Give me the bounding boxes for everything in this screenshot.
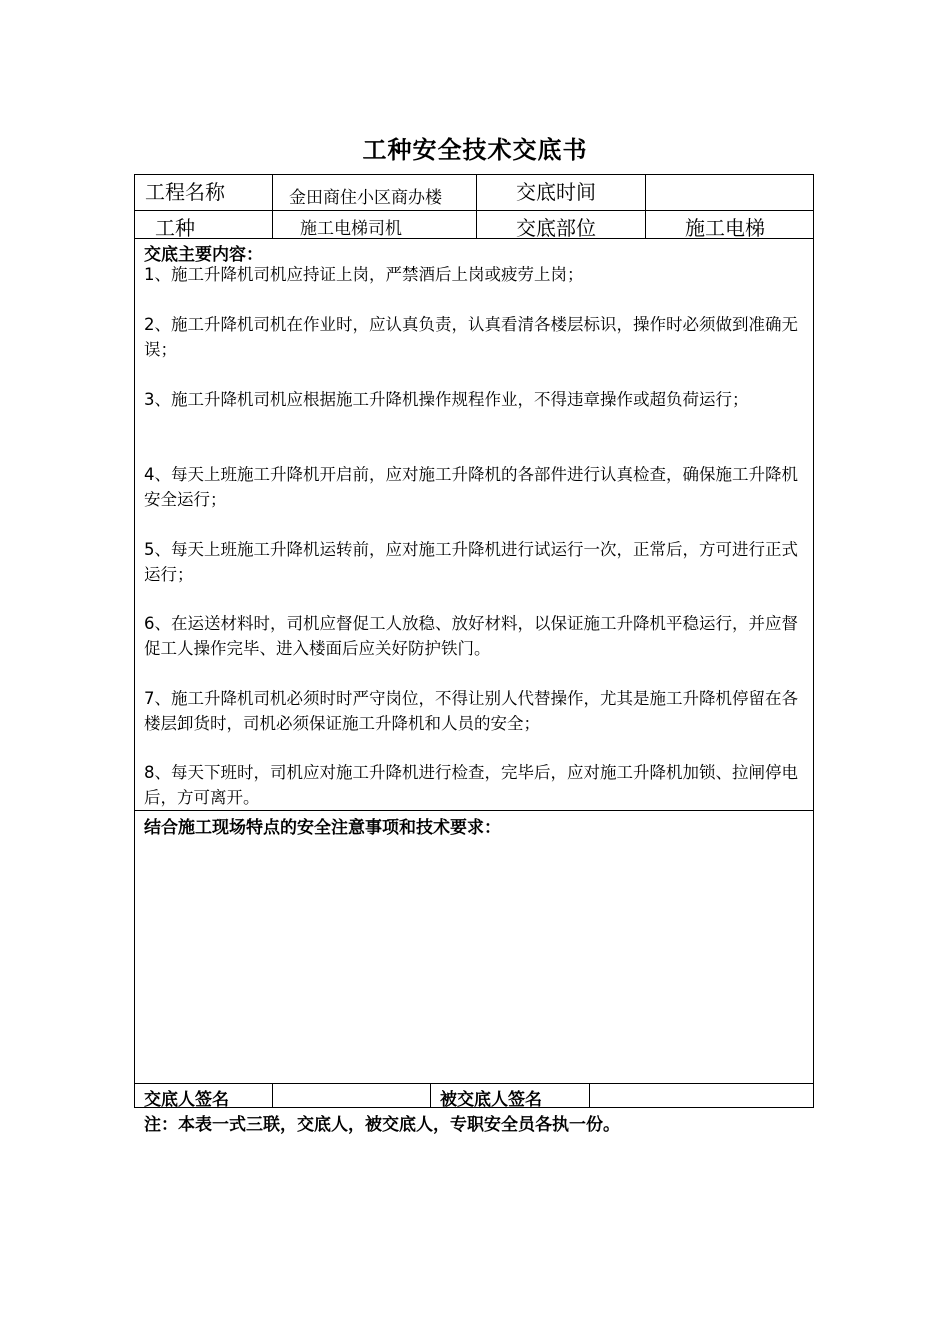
- project-name-value[interactable]: 金田商住小区商办楼: [289, 188, 442, 208]
- recipient-signature-label: 被交底人签名: [440, 1090, 542, 1110]
- trade-label: 工种: [155, 216, 195, 240]
- document-title: 工种安全技术交底书: [362, 136, 588, 164]
- disclosure-location-label: 交底部位: [516, 216, 596, 240]
- content-item-6: 6、在运送材料时，司机应督促工人放稳、放好材料，以保证施工升降机平稳运行，并应督促工人操作完毕、进入楼面后应关好防护铁门。: [144, 614, 798, 658]
- disclosure-time-label: 交底时间: [516, 180, 596, 204]
- footnote: 注：本表一式三联，交底人，被交底人，专职安全员各执一份。: [144, 1115, 620, 1135]
- content-item-8: 8、每天下班时，司机应对施工升降机进行检查，完毕后，应对施工升降机加锁、拉闸停电后，方可离开。: [144, 763, 798, 807]
- column-divider: [430, 1083, 431, 1108]
- row-divider: [134, 210, 814, 211]
- content-item-1: 1、施工升降机司机应持证上岗，严禁酒后上岗或疲劳上岗；: [144, 265, 584, 284]
- site-notes-field[interactable]: [144, 840, 808, 1076]
- column-divider: [272, 174, 273, 238]
- content-item-3: 3、施工升降机司机应根据施工升降机操作规程作业，不得违章操作或超负荷运行；: [144, 390, 749, 409]
- row-divider: [134, 1083, 814, 1084]
- column-divider: [476, 174, 477, 238]
- content-item-2: 2、施工升降机司机在作业时，应认真负责，认真看清各楼层标识，操作时必须做到准确无误；: [144, 315, 798, 359]
- project-name-label: 工程名称: [145, 180, 225, 204]
- column-divider: [272, 1083, 273, 1108]
- column-divider: [645, 174, 646, 238]
- content-heading: 交底主要内容：: [144, 245, 263, 265]
- content-item-7: 7、施工升降机司机必须时时严守岗位，不得让别人代替操作，尤其是施工升降机停留在各楼层卸货时，司机必须保证施工升降机和人员的安全；: [144, 689, 798, 733]
- trade-value[interactable]: 施工电梯司机: [300, 219, 402, 239]
- content-item-5: 5、每天上班施工升降机运转前，应对施工升降机进行试运行一次，正常后，方可进行正式运行；: [144, 540, 798, 584]
- discloser-signature-field[interactable]: [282, 1085, 422, 1105]
- content-item-4: 4、每天上班施工升降机开启前，应对施工升降机的各部件进行认真检查，确保施工升降机安全运行；: [144, 465, 798, 509]
- column-divider: [589, 1083, 590, 1108]
- row-divider: [134, 810, 814, 811]
- discloser-signature-label: 交底人签名: [144, 1090, 229, 1110]
- disclosure-location-value[interactable]: 施工电梯: [685, 216, 765, 240]
- site-notes-heading: 结合施工现场特点的安全注意事项和技术要求：: [144, 818, 501, 838]
- recipient-signature-field[interactable]: [599, 1085, 804, 1105]
